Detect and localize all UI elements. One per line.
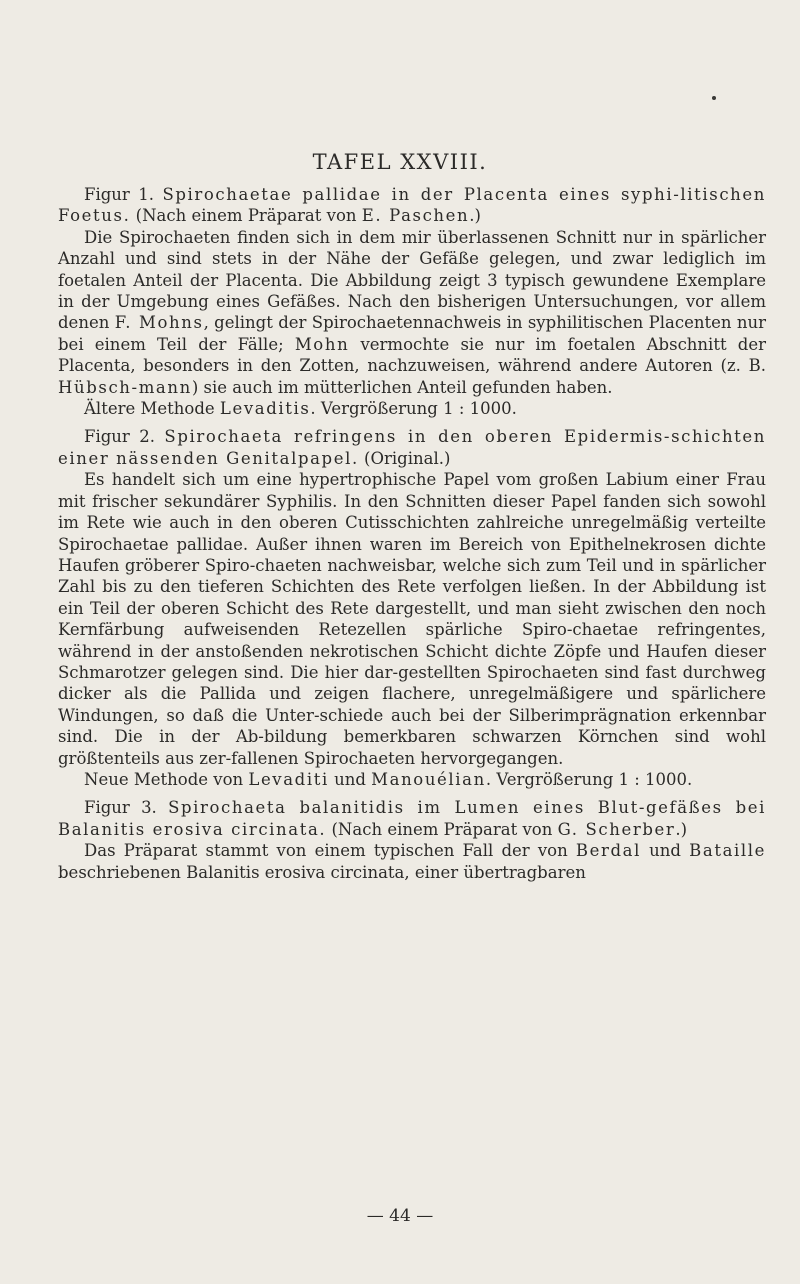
author-name: Manouélian (371, 769, 486, 789)
author-name: Hübsch-mann (58, 377, 192, 397)
page-number: — 44 — (366, 1206, 434, 1226)
figure-3-heading (58, 797, 766, 840)
figure-3-label: Figur 3. (84, 798, 157, 818)
author-name: Levaditi (248, 769, 329, 789)
page-text (58, 184, 766, 883)
figure-1-title: Spirochaetae pallidae in der Placenta eines syphi-litischen Foetus. (58, 185, 766, 226)
figure-3-body-part: und (640, 841, 690, 861)
method-text: und (328, 769, 372, 789)
method-text: . Vergrößerung 1 : 1000. (310, 399, 517, 419)
figure-3-body (58, 840, 766, 883)
figure-3-body-part: Das Präparat stammt von einem typischen Fall der von (84, 841, 576, 861)
figure-2-heading (58, 426, 766, 469)
figure-1-body-part: , gelingt der Spirochaetennachweis in syphilitischen Placenten nur bei einem Teil der Fälle; (58, 313, 767, 354)
plate-title: TAFEL XXVIII. (312, 150, 488, 174)
method-text: Ältere Methode (84, 399, 220, 419)
figure-3-source-name: G. Scherber (557, 819, 676, 839)
author-name: Bataille (689, 841, 766, 861)
figure-2-method (58, 769, 766, 790)
author-name: Berdal (575, 841, 641, 861)
figure-2-label: Figur 2. (84, 427, 155, 447)
figure-2-body: Es handelt sich um eine hypertrophische Papel vom großen Labium einer Frau mit frischer sekundärer Syphilis. In den Schnitten dieser Papel fanden sich sowohl im Rete wie auch in den oberen Cutisschichten zahlreiche unregelmäßig verteilte Spirochaetae pallidae. Außer ihnen waren im Bereich von Epithelnekrosen dichte Haufen gröberer Spiro-chaeten nachweisbar, welche sich zum Teil und in spärlicher Zahl bis zu den tieferen Schichten des Rete verfolgen ließen. In der Abbildung ist ein Teil der oberen Schicht des Rete dargestellt, und man sieht zwischen den noch Kernfärbung aufweisenden Retezellen spärliche Spiro-chaetae refringentes, während in der anstoßenden nekrotischen Schicht dichte Zöpfe und Haufen dieser Schmarotzer gelegen sind. Die hier dar-gestellten Spirochaeten sind fast durchweg dicker als die Pallida und zeigen flachere, unregelmäßigere und spärlichere Windungen, so daß die Unter-schiede auch bei der Silberimprägnation erkennbar sind. Die in der Ab-bildung bemerkbaren schwarzen Körnchen sind wohl größtenteils aus zer-fallenen Spirochaeten hervorgegangen. (58, 470, 766, 768)
figure-3-body-part: beschriebenen Balanitis erosiva circinata, einer übertragbaren (58, 862, 586, 882)
method-text: Neue Methode von (84, 769, 249, 789)
figure-1-heading (58, 184, 766, 227)
figure-2-title: Spirochaeta refringens in den oberen Epidermis-schichten einer nässenden Genitalpapel. (58, 427, 766, 468)
figure-1-source-suffix: .) (469, 206, 481, 226)
figure-1-body-part: ) sie auch im mütterlichen Anteil gefunden haben. (191, 377, 613, 397)
figure-3-source-suffix: .) (675, 819, 688, 839)
figure-1-source-name: E. Paschen (361, 206, 470, 226)
figure-1-label: Figur 1. (84, 185, 154, 204)
figure-1-source-prefix: (Nach einem Präparat von (135, 206, 362, 226)
figure-1-method (58, 398, 766, 419)
ink-speck (712, 96, 716, 100)
author-name: Mohn (294, 334, 350, 354)
figure-3-source-prefix: (Nach einem Präparat von (331, 819, 558, 839)
author-name: F. Mohns (114, 313, 204, 333)
method-text: . Vergrößerung 1 : 1000. (485, 769, 693, 789)
author-name: Levaditis (219, 399, 311, 419)
figure-2-source: (Original.) (364, 448, 451, 468)
figure-3-title: Spirochaeta balanitidis im Lumen eines Blut-gefäßes bei Balanitis erosiva circinata. (58, 798, 766, 839)
figure-1-body-part: Die Spirochaeten finden sich in dem mir überlassenen Schnitt nur in spärlicher Anzahl und sind stets in der Nähe der Gefäße gelegen, und zwar lediglich im foetalen Anteil der Placenta. Die Abbildung zeigt 3 typisch gewundene Exemplare in der Umgebung eines Gefäßes. Nach den bisherigen Untersuchungen, vor allem denen (58, 227, 766, 333)
figure-1-body (58, 227, 766, 398)
figure-1-body-part: vermochte sie nur im foetalen Abschnitt der Placenta, besonders in den Zotten, nachzuweisen, während andere Autoren (z. B. (58, 334, 766, 376)
